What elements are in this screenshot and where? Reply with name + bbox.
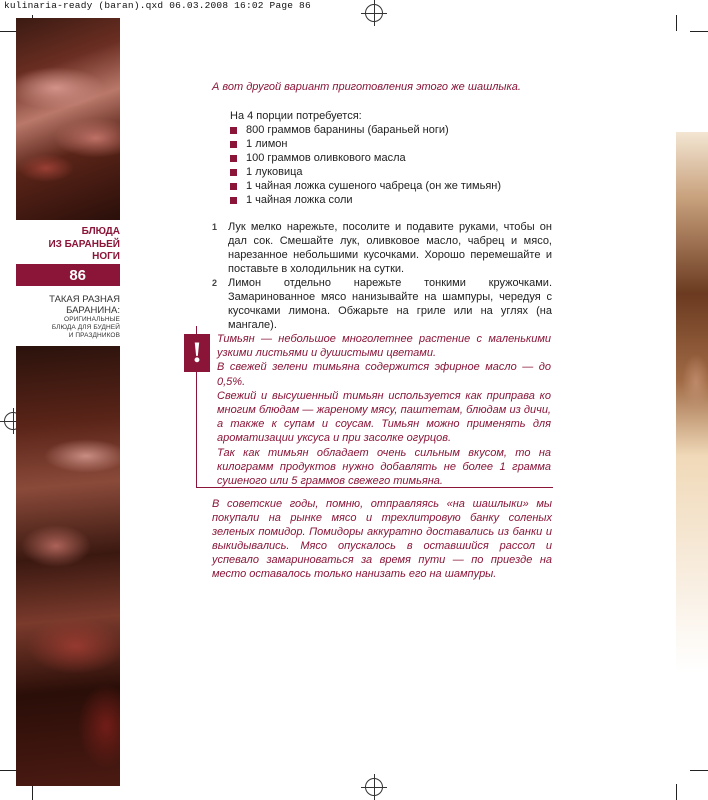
section-title-line: НОГИ	[92, 251, 120, 262]
crop-mark	[676, 15, 677, 31]
book-title-line: БАРАНИНА:	[66, 305, 120, 316]
list-item: 100 граммов оливкового масла	[230, 151, 550, 165]
note-text	[217, 332, 551, 488]
note-paragraph: Тимьян — небольшое многолетнее растение с маленькими узкими листьями и душистыми цветами.	[217, 333, 551, 360]
list-item: 1 луковица	[230, 165, 550, 179]
list-item: 1 чайная ложка соли	[230, 193, 550, 207]
step-text: Лимон отдельно нарежьте тонкими кружочками. Замаринованное мясо нанизывайте на шампуры, чередуя с кусочками лимона. Обжарьте на гриле или на углях (на мангале).	[228, 277, 552, 331]
step-number: 2	[212, 278, 218, 288]
story-paragraph: В советские годы, помню, отправляясь «на шашлыки» мы покупали на рынке мясо и трехлитровую банку соленых зеленых помидор. Помидоры аккуратно доставались из банки и выкидывались. Мясо опускалось в оставшийся рассол и успевало замариноваться за время пути — по приезде на место оставалось только нанизать его на шампуры.	[212, 498, 552, 580]
ingredients-block	[230, 109, 550, 207]
crop-mark	[0, 31, 16, 32]
lamb-photo-bottom	[16, 346, 120, 786]
lamb-photo-top	[16, 18, 120, 220]
portions-heading: На 4 порции потребуется:	[230, 110, 362, 122]
note-paragraph: Так как тимьян обладает очень сильным вкусом, то на килограмм продуктов нужно добавлять не более 1 грамма сушеного или 5 граммов свежего тимьяна.	[217, 446, 551, 488]
section-title	[16, 226, 120, 264]
section-title-line: БЛЮДА	[81, 226, 120, 237]
note-paragraph: В свежей зелени тимьяна содержится эфирное масло — до 0,5%.	[217, 361, 551, 388]
step-number: 1	[212, 222, 218, 232]
registration-mark	[365, 4, 383, 22]
exclamation-icon: !	[184, 334, 210, 372]
note-box	[192, 326, 553, 488]
steps-list	[212, 220, 552, 332]
crop-mark	[690, 770, 708, 771]
book-subtitle-line: ОРИГИНАЛЬНЫЕ	[64, 316, 120, 323]
ingredients-list	[230, 123, 550, 207]
note-paragraph: Свежий и высушенный тимьян используется как приправа ко многим блюдам — жареному мясу, паштетам, блюдам из дичи, а также к супам и соусам. Тимьян можно применять для ароматизации уксуса и при засолке огурцов.	[217, 389, 551, 445]
section-title-line: ИЗ БАРАНЬЕЙ	[48, 238, 120, 250]
book-subtitle-line: БЛЮДА ДЛЯ БУДНЕЙ	[51, 324, 120, 331]
step-item	[212, 220, 552, 276]
book-title	[16, 294, 120, 340]
step-text: Лук мелко нарежьте, посолите и подавите руками, чтобы он дал сок. Смешайте лук, оливковое масло, чабрец и мясо, нарезанное небольшими кусочками. Хорошо перемешайте и поставьте в холодильник на сутки.	[228, 221, 552, 275]
book-subtitle-line: И ПРАЗДНИКОВ	[68, 332, 120, 339]
print-slug: kulinaria-ready (baran).qxd 06.03.2008 16:02 Page 86	[4, 0, 311, 11]
page-number	[16, 264, 120, 286]
page-number-text: 86	[69, 266, 86, 284]
crop-mark	[0, 770, 16, 771]
crop-mark	[676, 784, 677, 800]
book-title-line: ТАКАЯ РАЗНАЯ	[49, 294, 120, 305]
step-item	[212, 276, 552, 332]
crop-mark	[690, 31, 708, 32]
registration-mark	[365, 778, 383, 796]
list-item: 1 лимон	[230, 137, 550, 151]
lead-paragraph: А вот другой вариант приготовления этого же шашлыка.	[212, 81, 521, 93]
list-item: 1 чайная ложка сушеного чабреца (он же тимьян)	[230, 179, 550, 193]
photo-right-edge	[676, 132, 708, 672]
list-item: 800 граммов баранины (бараньей ноги)	[230, 123, 550, 137]
crop-mark	[32, 784, 33, 800]
